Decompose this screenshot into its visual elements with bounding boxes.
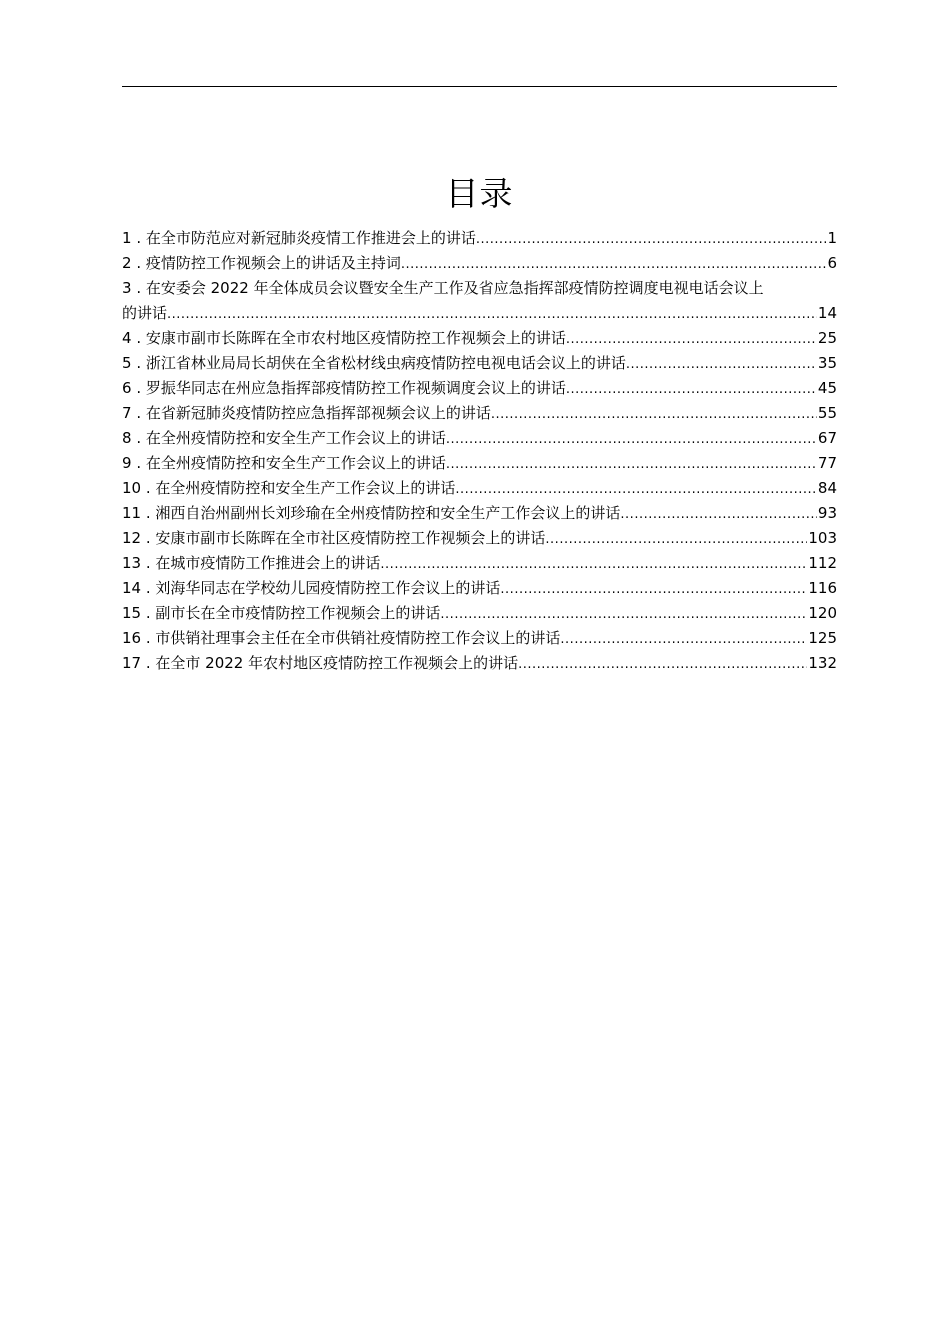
- toc-entry-text: 在全市 2022 年农村地区疫情防控工作视频会上的讲话: [155, 654, 519, 672]
- toc-entry-page: 1: [827, 229, 837, 247]
- toc-entry-number: 6: [122, 379, 132, 397]
- dot-leader: [476, 227, 827, 252]
- toc-entry-page: 112: [808, 554, 837, 572]
- toc-entry-number: 8: [122, 429, 132, 447]
- toc-entry-number: 7: [122, 404, 132, 422]
- toc-entry-text: 在全州疫情防控和安全生产工作会议上的讲话: [145, 429, 446, 447]
- toc-entry-title: 6 . 罗振华同志在州应急指挥部疫情防控工作视频调度会议上的讲话: [122, 379, 566, 397]
- toc-entry-number: 2: [122, 254, 132, 272]
- toc-entry-number: 3: [122, 279, 132, 297]
- dot-leader: [167, 302, 817, 327]
- toc-entry-title: 12 . 安康市副市长陈晖在全市社区疫情防控工作视频会上的讲话: [122, 529, 546, 547]
- table-of-contents: [122, 226, 837, 676]
- toc-entry-number: 11: [122, 504, 142, 522]
- toc-entry-text: 罗振华同志在州应急指挥部疫情防控工作视频调度会议上的讲话: [145, 379, 566, 397]
- toc-entry-title: 3 . 在安委会 2022 年全体成员会议暨安全生产工作及省应急指挥部疫情防控调度电视电话会议上: [122, 279, 764, 297]
- page-title: 目录: [445, 174, 514, 214]
- toc-entry-number: 16: [122, 629, 142, 647]
- toc-entry-title: 1 . 在全市防范应对新冠肺炎疫情工作推进会上的讲话: [122, 229, 476, 247]
- toc-entry-page: 45: [817, 379, 837, 397]
- toc-entry-number: 13: [122, 554, 142, 572]
- toc-entry-title: 17 . 在全市 2022 年农村地区疫情防控工作视频会上的讲话: [122, 654, 519, 672]
- toc-entry-page: 77: [817, 454, 837, 472]
- toc-entry-page: 125: [808, 629, 837, 647]
- toc-entry[interactable]: [122, 526, 837, 551]
- dot-leader: [560, 627, 807, 652]
- toc-entry-text: 安康市副市长陈晖在全市农村地区疫情防控工作视频会上的讲话: [145, 329, 566, 347]
- toc-entry-page: 67: [817, 429, 837, 447]
- dot-leader: [626, 352, 817, 377]
- dot-leader: [401, 252, 827, 277]
- toc-entry-text: 在全市防范应对新冠肺炎疫情工作推进会上的讲话: [145, 229, 476, 247]
- toc-entry-text: 疫情防控工作视频会上的讲话及主持词: [145, 254, 401, 272]
- toc-entry-page: 103: [808, 529, 837, 547]
- dot-leader: [620, 502, 816, 527]
- toc-entry-number: 17: [122, 654, 142, 672]
- toc-entry-text: 安康市副市长陈晖在全市社区疫情防控工作视频会上的讲话: [155, 529, 546, 547]
- toc-entry-title: 5 . 浙江省林业局局长胡侠在全省松材线虫病疫情防控电视电话会议上的讲话: [122, 354, 626, 372]
- toc-entry[interactable]: [122, 251, 837, 276]
- dot-leader: [455, 477, 816, 502]
- toc-entry-page: 120: [808, 604, 837, 622]
- toc-entry-title: 14 . 刘海华同志在学校幼儿园疫情防控工作会议上的讲话: [122, 579, 501, 597]
- toc-entry-number: 1: [122, 229, 132, 247]
- toc-entry-number: 4: [122, 329, 132, 347]
- toc-entry[interactable]: [122, 451, 837, 476]
- toc-entry-number: 14: [122, 579, 142, 597]
- toc-entry-text: 湘西自治州副州长刘珍瑜在全州疫情防控和安全生产工作会议上的讲话: [155, 504, 621, 522]
- toc-entry[interactable]: [122, 626, 837, 651]
- toc-entry-title: 9 . 在全州疫情防控和安全生产工作会议上的讲话: [122, 454, 446, 472]
- dot-leader: [500, 577, 807, 602]
- toc-entry-page: 14: [817, 304, 837, 322]
- toc-entry[interactable]: [122, 551, 837, 576]
- toc-entry-page: 25: [817, 329, 837, 347]
- toc-entry-page: 93: [817, 504, 837, 522]
- toc-entry-text: 在安委会 2022 年全体成员会议暨安全生产工作及省应急指挥部疫情防控调度电视电话会议上: [145, 279, 764, 297]
- toc-entry[interactable]: [122, 226, 837, 251]
- toc-entry-page: 132: [808, 654, 837, 672]
- toc-entry[interactable]: [122, 576, 837, 601]
- dot-leader: [446, 452, 817, 477]
- toc-entry-page: 84: [817, 479, 837, 497]
- toc-entry[interactable]: [122, 351, 837, 376]
- toc-entry-text: 在全州疫情防控和安全生产工作会议上的讲话: [145, 454, 446, 472]
- toc-entry-title: 7 . 在省新冠肺炎疫情防控应急指挥部视频会议上的讲话: [122, 404, 491, 422]
- toc-entry[interactable]: [122, 601, 837, 626]
- toc-entry-number: 10: [122, 479, 142, 497]
- toc-entry[interactable]: [122, 651, 837, 676]
- toc-entry[interactable]: [122, 326, 837, 351]
- toc-entry-page: 35: [817, 354, 837, 372]
- toc-entry-text-continued: 的讲话: [122, 304, 168, 322]
- toc-entry[interactable]: [122, 376, 837, 401]
- toc-entry-number: 15: [122, 604, 142, 622]
- toc-entry-number: 9: [122, 454, 132, 472]
- toc-entry[interactable]: [122, 276, 837, 326]
- toc-entry-text: 在省新冠肺炎疫情防控应急指挥部视频会议上的讲话: [145, 404, 491, 422]
- dot-leader: [446, 427, 817, 452]
- toc-entry-text: 刘海华同志在学校幼儿园疫情防控工作会议上的讲话: [155, 579, 501, 597]
- toc-entry-title: 16 . 市供销社理事会主任在全市供销社疫情防控工作会议上的讲话: [122, 629, 561, 647]
- dot-leader: [491, 402, 817, 427]
- toc-entry-text: 在全州疫情防控和安全生产工作会议上的讲话: [155, 479, 456, 497]
- dot-leader: [566, 377, 817, 402]
- toc-entry-title: 2 . 疫情防控工作视频会上的讲话及主持词: [122, 254, 401, 272]
- dot-leader: [518, 652, 807, 677]
- dot-leader: [566, 327, 817, 352]
- toc-entry-title: 4 . 安康市副市长陈晖在全市农村地区疫情防控工作视频会上的讲话: [122, 329, 566, 347]
- toc-entry-text: 浙江省林业局局长胡侠在全省松材线虫病疫情防控电视电话会议上的讲话: [145, 354, 626, 372]
- toc-entry-page: 116: [808, 579, 837, 597]
- dot-leader: [380, 552, 807, 577]
- toc-entry-title: 13 . 在城市疫情防工作推进会上的讲话: [122, 554, 381, 572]
- dot-leader: [545, 527, 807, 552]
- toc-entry-title: 10 . 在全州疫情防控和安全生产工作会议上的讲话: [122, 479, 456, 497]
- toc-entry-title: 15 . 副市长在全市疫情防控工作视频会上的讲话: [122, 604, 441, 622]
- toc-entry[interactable]: [122, 426, 837, 451]
- toc-entry-page: 55: [817, 404, 837, 422]
- toc-entry-number: 12: [122, 529, 142, 547]
- dot-leader: [440, 602, 807, 627]
- toc-entry-text: 市供销社理事会主任在全市供销社疫情防控工作会议上的讲话: [155, 629, 561, 647]
- toc-entry-text: 在城市疫情防工作推进会上的讲话: [155, 554, 381, 572]
- toc-entry-number: 5: [122, 354, 132, 372]
- toc-entry-text: 副市长在全市疫情防控工作视频会上的讲话: [155, 604, 441, 622]
- toc-entry[interactable]: [122, 476, 837, 501]
- toc-entry[interactable]: [122, 401, 837, 426]
- header-rule: [122, 86, 837, 87]
- toc-entry-title: 8 . 在全州疫情防控和安全生产工作会议上的讲话: [122, 429, 446, 447]
- toc-entry[interactable]: [122, 501, 837, 526]
- toc-entry-title: 11 . 湘西自治州副州长刘珍瑜在全州疫情防控和安全生产工作会议上的讲话: [122, 504, 621, 522]
- toc-entry-page: 6: [827, 254, 837, 272]
